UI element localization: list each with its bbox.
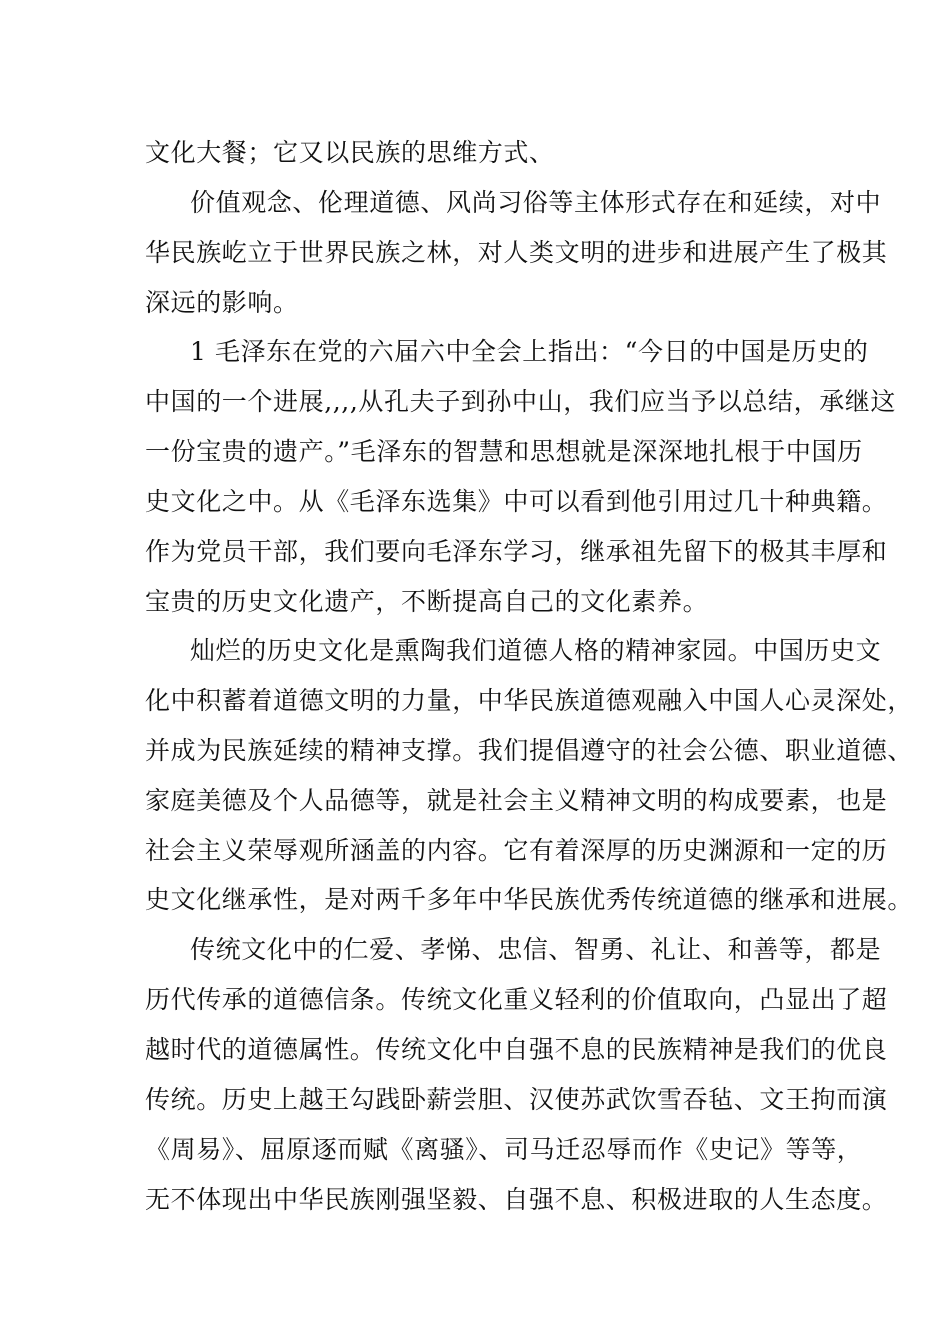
text-line: 华民族屹立于世界民族之林，对人类文明的进步和进展产生了极其	[145, 238, 888, 267]
text-line: 作为党员干部，我们要向毛泽东学习，继承祖先留下的极其丰厚和	[145, 537, 888, 566]
text-line: 一份宝贵的遗产。”毛泽东的智慧和思想就是深深地扎根于中国历	[145, 437, 863, 466]
paragraph-first-line: 传统文化中的仁爱、孝悌、忠信、智勇、礼让、和善等，都是	[190, 935, 882, 964]
text-line: 化中积蓄着道德文明的力量，中华民族道德观融入中国人心灵深处，	[145, 686, 914, 715]
text-line: 宝贵的历史文化遗产，不断提高自己的文化素养。	[145, 587, 709, 616]
paragraph-first-line: 价值观念、伦理道德、风尚习俗等主体形式存在和延续，对中	[190, 188, 882, 217]
text-line: 历代传承的道德信条。传统文化重义轻利的价值取向，凸显出了超	[145, 985, 888, 1014]
text-line: 《周易》、屈原逐而赋《离骚》、司马迁忍辱而作《史记》等等，	[145, 1135, 863, 1164]
text-line: 深远的影响。	[145, 288, 299, 317]
text-line: 史文化继承性，是对两千多年中华民族优秀传统道德的继承和进展。	[145, 885, 914, 914]
text-line: 传统。历史上越王勾践卧薪尝胆、汉使苏武饮雪吞毡、文王拘而演	[145, 1085, 888, 1114]
text-line: 史文化之中。从《毛泽东选集》中可以看到他引用过几十种典籍。	[145, 487, 888, 516]
paragraph-first-line: 灿烂的历史文化是熏陶我们道德人格的精神家园。中国历史文	[190, 636, 882, 665]
text-line: 文化大餐；它又以民族的思维方式、	[145, 138, 555, 167]
text-line: 社会主义荣辱观所涵盖的内容。它有着深厚的历史渊源和一定的历	[145, 836, 888, 865]
text-line: 越时代的道德属性。传统文化中自强不息的民族精神是我们的优良	[145, 1035, 888, 1064]
text-line: 家庭美德及个人品德等，就是社会主义精神文明的构成要素，也是	[145, 786, 888, 815]
paragraph-first-line: 1 毛泽东在党的六届六中全会上指出：“今日的中国是历史的	[190, 337, 869, 366]
text-line: 无不体现出中华民族刚强坚毅、自强不息、积极进取的人生态度。	[145, 1185, 888, 1214]
text-line: 中国的一个进展,,,,从孔夫子到孙中山，我们应当予以总结，承继这	[145, 387, 896, 416]
text-line: 并成为民族延续的精神支撑。我们提倡遵守的社会公德、职业道德、	[145, 736, 914, 765]
